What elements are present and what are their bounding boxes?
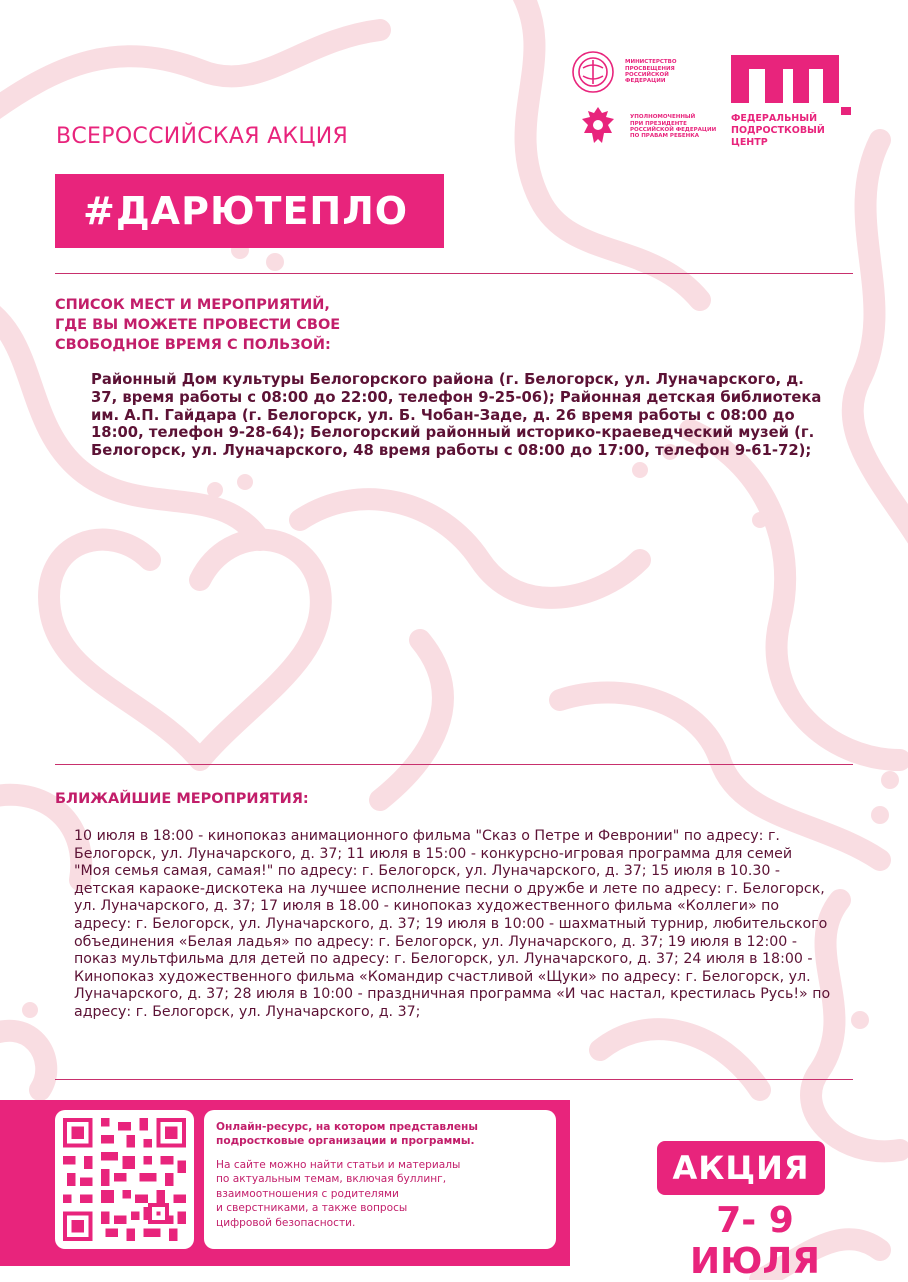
childrens-ombudsman-name: УПОЛНОМОЧЕННЫЙ ПРИ ПРЕЗИДЕНТЕ РОССИЙСКОЙ ФЕДЕРАЦИИ ПО ПРАВАМ РЕБЕНКА [630, 114, 717, 140]
campaign-kicker: ВСЕРОССИЙСКАЯ АКЦИЯ [56, 124, 349, 149]
childrens-ombudsman-logo [574, 103, 716, 151]
places-section-title: СПИСОК МЕСТ И МЕРОПРИЯТИЙ, ГДЕ ВЫ МОЖЕТЕ ПРОВЕСТИ СВОЕ СВОБОДНОЕ ВРЕМЯ С ПОЛЬЗОЙ: [55, 297, 341, 353]
places-list-text: Районный Дом культуры Белогорского района (г. Белогорск, ул. Луначарского, д. 37, время работы с 08:00 до 22:00, телефон 9-25-06); Районная детская библиотека им. А.П. Гайдара (г. Белогорск, ул. Б. Чобан-Заде, д. 26 время работы с 08:00 до 18:00, телефон 9-28-64); Белогорский районный историко-краеведческий музей (г. Белогорск, ул. Луначарского, 48 время работы с 08:00 до 17:00, телефон 9-61-72); [91, 371, 822, 460]
divider-bottom [55, 1079, 853, 1080]
campaign-badge: АКЦИЯ [657, 1141, 825, 1195]
coat-of-arms-icon [574, 103, 622, 151]
qr-code[interactable] [55, 1110, 194, 1249]
events-section-title: БЛИЖАЙШИЕ МЕРОПРИЯТИЯ: [55, 791, 309, 807]
ministry-education-logo [569, 48, 677, 96]
ministry-education-name: МИНИСТЕРСТВО ПРОСВЕЩЕНИЯ РОССИЙСКОЙ ФЕДЕРАЦИИ [625, 59, 677, 85]
promo-info-card [204, 1110, 556, 1249]
divider-middle [55, 764, 853, 765]
promo-headline: Онлайн-ресурс, на котором представлены подростковые организации и программы. [216, 1121, 478, 1147]
promo-body: На сайте можно найти статьи и материалы по актуальным темам, включая буллинг, взаимоотношения с родителями и сверстниками, а также вопросы цифровой безопасности. [216, 1159, 461, 1229]
fpc-logo-mark-icon [731, 55, 855, 115]
fpc-name: ФЕДЕРАЛЬНЫЙ ПОДРОСТКОВЫЙ ЦЕНТР [731, 113, 825, 148]
divider-top [55, 273, 853, 274]
qr-code-icon [63, 1118, 186, 1241]
campaign-hashtag: #ДАРЮТЕПЛО [55, 174, 444, 248]
double-eagle-emblem-icon [569, 48, 617, 96]
events-list-text: 10 июля в 18:00 - кинопоказ анимационного фильма "Сказ о Петре и Февронии" по адресу: г. Белогорск, ул. Луначарского, д. 37; 11 июля в 15:00 - конкурсно-игровая программа для семей "Моя семья самая, самая!" по адресу: г. Белогорск, ул. Луначарского, д. 37; 15 июля в 10.30 - детская караоке-дискотека на лучшее исполнение песни о дружбе и лете по адресу: г. Белогорск, ул. Луначарского, д. 37; 17 июля в 18.00 - кинопоказ художественного фильма «Коллеги» по адресу: г. Белогорск, ул. Луначарского, д. 37; 19 июля в 10:00 - шахматный турнир, любительского объединения «Белая ладья» по адресу: г. Белогорск, ул. Луначарского, д. 37; 19 июля в 12:00 - показ мультфильма для детей по адресу: г. Белогорск, ул. Луначарского, д. 37; 24 июля в 18:00 - Кинопоказ художественного фильма «Командир счастливой «Щуки» по адресу: г. Белогорск, ул. Луначарского, д. 37; 28 июля в 10:00 - праздничная программа «И час настал, крестилась Русь!» по адресу: г. Белогорск, ул. Луначарского, д. 37; [74, 828, 831, 1020]
campaign-dates: 7- 9 ИЮЛЯ [689, 1200, 820, 1282]
